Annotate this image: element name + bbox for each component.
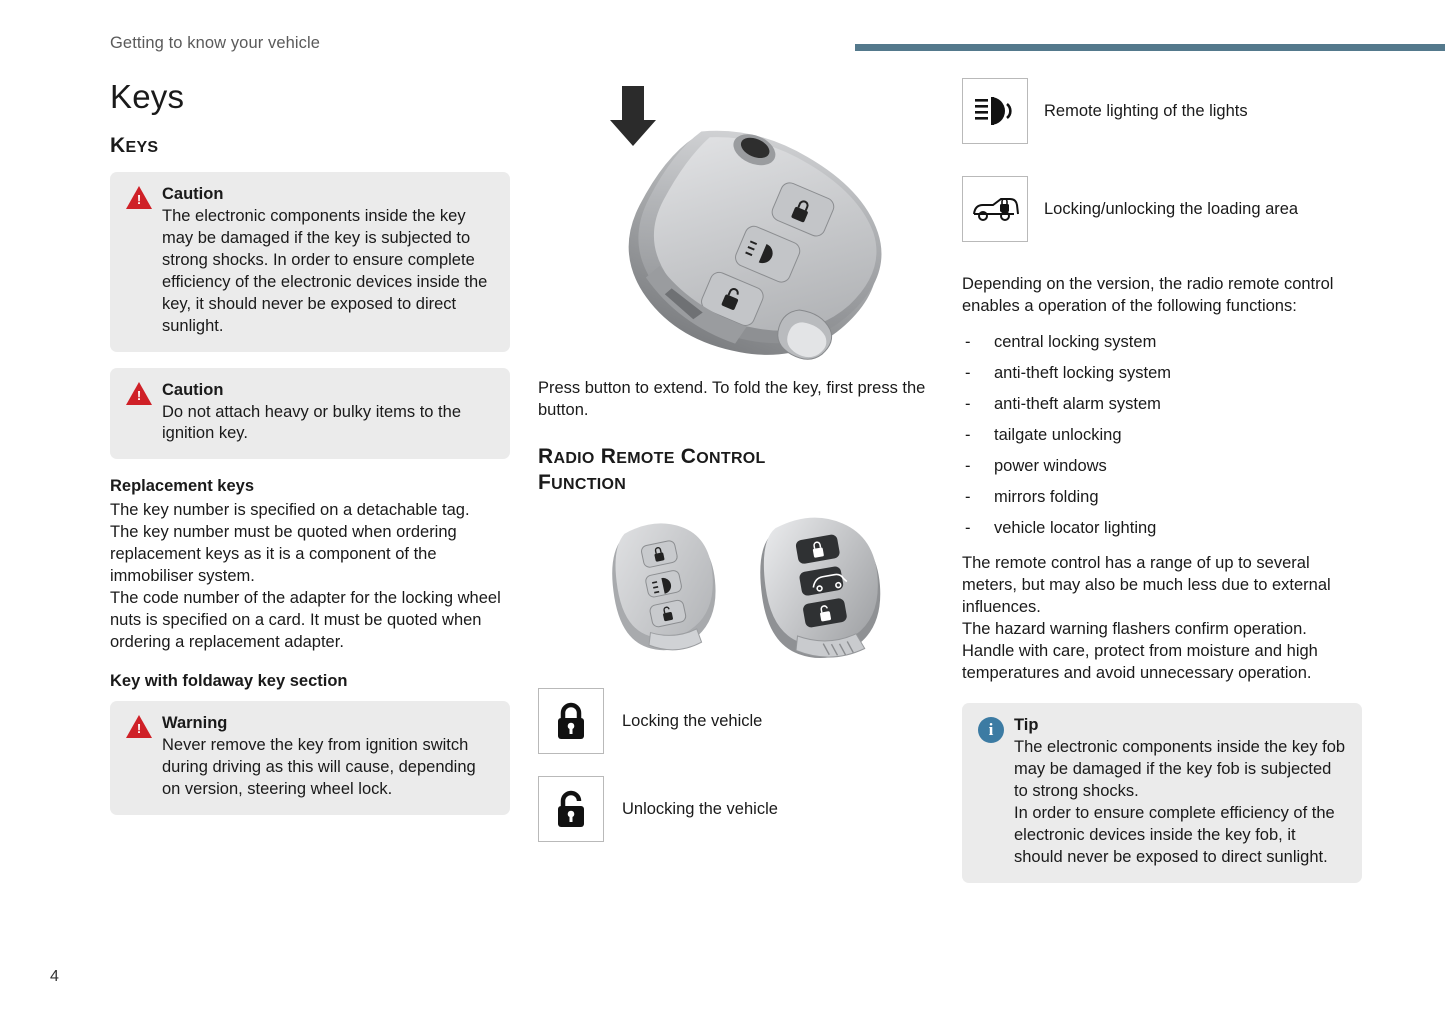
- header-rule: [855, 44, 1445, 51]
- symbol-label-remote-lighting: Remote lighting of the lights: [1044, 101, 1248, 120]
- list-item: - anti-theft locking system: [962, 363, 1362, 385]
- caution-callout-1-title: Caution: [162, 185, 224, 203]
- foldaway-key-illustration: [538, 78, 938, 368]
- remote-range-paragraph: The remote control has a range of up to several meters, but may also be much less due to external influences.: [962, 554, 1331, 617]
- page-title: Keys: [110, 78, 185, 115]
- replacement-paragraph-2: The key number must be quoted when ordering replacement keys as it is a component of the immobiliser system.: [110, 523, 457, 586]
- warning-triangle-icon: [126, 184, 152, 338]
- section-heading-rest: EYS: [125, 139, 159, 156]
- section-heading-initial: K: [110, 134, 126, 157]
- warning-callout-title: Warning: [162, 713, 228, 732]
- symbol-label-unlocking: Unlocking the vehicle: [622, 799, 778, 818]
- symbol-row-loading-area: [962, 176, 1362, 242]
- tip-callout-text: [1014, 715, 1346, 869]
- tip-callout-body-2: In order to ensure complete efficiency of the electronic devices inside the key fob, it should never be exposed to direct sunlight.: [1014, 803, 1335, 866]
- two-key-fobs-figure: [538, 510, 938, 670]
- warning-triangle-icon: [126, 713, 152, 801]
- tip-callout-body-1: The electronic components inside the key fob may be damaged if the key fob is subjected to strong shocks.: [1014, 738, 1346, 800]
- remote-functions-list: [962, 332, 1362, 540]
- padlock-open-icon: [538, 776, 604, 842]
- padlock-open-glyph: [554, 789, 588, 829]
- page-number: 4: [50, 968, 59, 985]
- headlight-beam-icon: [962, 78, 1028, 144]
- list-item: - tailgate unlocking: [962, 425, 1362, 447]
- radio-heading-text: RADIO REMOTE CONTROL FUNCTION: [538, 444, 766, 495]
- info-icon: i: [978, 715, 1004, 869]
- foldaway-key-figure: [538, 78, 938, 368]
- symbol-label-loading-area: Locking/unlocking the loading area: [1044, 199, 1299, 218]
- middle-column: [538, 78, 938, 864]
- section-heading-keys: [110, 134, 510, 158]
- right-column: [962, 78, 1362, 899]
- symbol-row-unlocking: [538, 776, 938, 842]
- list-item: - anti-theft alarm system: [962, 394, 1362, 416]
- van-lock-glyph: [971, 194, 1019, 224]
- handle-care-paragraph: Handle with care, protect from moisture and high temperatures and avoid unnecessary operation.: [962, 642, 1318, 683]
- subheading-replacement-keys: Replacement keys: [110, 477, 254, 496]
- replacement-paragraph-3: The code number of the adapter for the locking wheel nuts is specified on a card. It must be quoted when ordering a replacement adapter.: [110, 589, 501, 651]
- running-head: Getting to know your vehicle: [110, 34, 321, 52]
- padlock-closed-glyph: [554, 701, 588, 741]
- list-item: - central locking system: [962, 332, 1362, 354]
- left-column: [110, 78, 510, 831]
- caution-callout-2: [110, 368, 510, 460]
- symbol-row-remote-lighting: [962, 78, 1362, 144]
- section-heading-radio-remote: [538, 444, 938, 497]
- caution-callout-1-text: [162, 184, 494, 338]
- warning-callout: [110, 701, 510, 815]
- warning-callout-text: [162, 713, 494, 801]
- remote-intro-paragraph: Depending on the version, the radio remote control enables a operation of the following functions:: [962, 275, 1334, 315]
- symbol-label-locking: Locking the vehicle: [622, 711, 763, 730]
- warning-callout-body: Never remove the key from ignition switch during driving as this will cause, depending on version, steering wheel lock.: [162, 735, 476, 798]
- subheading-foldaway-key: Key with foldaway key section: [110, 671, 348, 690]
- hazard-flashers-paragraph: The hazard warning flashers confirm operation.: [962, 620, 1307, 639]
- list-item: - vehicle locator lighting: [962, 518, 1362, 540]
- symbol-row-locking: [538, 688, 938, 754]
- caution-callout-2-body: Do not attach heavy or bulky items to the ignition key.: [162, 402, 461, 443]
- van-lock-icon: [962, 176, 1028, 242]
- caution-callout-1: [110, 172, 510, 352]
- headlight-beam-glyph: [973, 94, 1017, 128]
- caution-callout-2-text: [162, 380, 494, 446]
- caution-callout-2-title: Caution: [162, 380, 224, 399]
- key-figure-caption: Press button to extend. To fold the key, first press the button.: [538, 379, 926, 419]
- tip-callout-title: Tip: [1014, 716, 1039, 735]
- caution-callout-1-body: The electronic components inside the key may be damaged if the key is subjected to strong shocks. In order to ensure complete efficiency of the electronic devices inside the key, it should never be exposed to direct sunlight.: [162, 206, 488, 335]
- list-item: - power windows: [962, 456, 1362, 478]
- list-item: - mirrors folding: [962, 487, 1362, 509]
- padlock-closed-icon: [538, 688, 604, 754]
- warning-triangle-icon: [126, 380, 152, 446]
- replacement-paragraph-1: The key number is specified on a detachable tag.: [110, 501, 470, 520]
- two-key-fobs-illustration: [538, 510, 938, 670]
- tip-callout: [962, 703, 1362, 883]
